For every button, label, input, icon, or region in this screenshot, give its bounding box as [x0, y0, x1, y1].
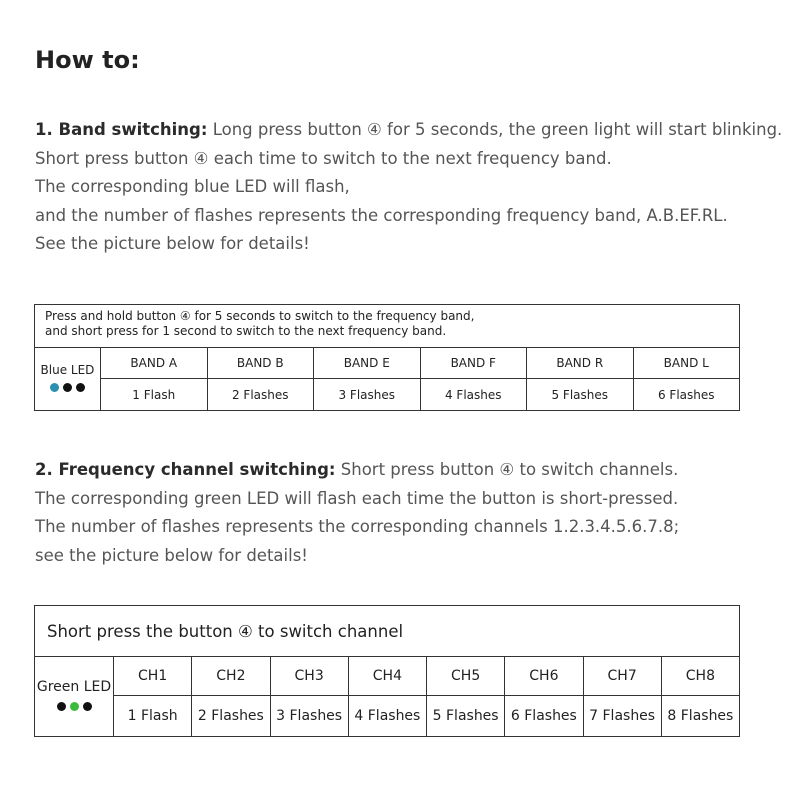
green-led-indicator [35, 699, 113, 715]
channel-cell: CH4 [348, 657, 426, 696]
flash-count-cell: 1 Flash [114, 696, 192, 737]
channel-switching-line-2: The corresponding green LED will flash each time the button is short-pressed. [35, 488, 679, 508]
flash-count-cell: 2 Flashes [192, 696, 270, 737]
flash-count-cell: 6 Flashes [633, 379, 740, 411]
band-table [34, 304, 740, 411]
band-cell: BAND B [207, 348, 314, 379]
led-dot-icon [57, 702, 66, 711]
flash-count-cell: 3 Flashes [270, 696, 348, 737]
channel-cell: CH3 [270, 657, 348, 696]
channel-cell: CH8 [661, 657, 739, 696]
led-dot-icon [50, 383, 59, 392]
flash-count-cell: 5 Flashes [527, 379, 634, 411]
band-switching-instructions [35, 116, 782, 259]
page-title: How to: [35, 46, 140, 74]
blue-led-indicator [35, 381, 100, 395]
blue-led-label: Blue LED [40, 363, 95, 377]
led-dot-icon [83, 702, 92, 711]
channel-switching-line-1: 2. Frequency channel switching: Short press button ④ to switch channels. [35, 460, 679, 479]
channel-switching-instructions [35, 456, 679, 570]
flash-count-cell: 7 Flashes [583, 696, 661, 737]
flash-count-cell: 1 Flash [101, 379, 208, 411]
channel-table-header: Short press the button ④ to switch channel [35, 606, 740, 657]
flash-count-cell: 8 Flashes [661, 696, 739, 737]
led-dot-icon [63, 383, 72, 392]
channel-cell: CH1 [114, 657, 192, 696]
blue-led-cell [35, 348, 101, 411]
band-table-header: Press and hold button ④ for 5 seconds to switch to the frequency band, and short press for 1 second to switch to the next frequency band. [35, 305, 740, 348]
band-switching-line-5: See the picture below for details! [35, 234, 310, 253]
band-switching-line-2: Short press button ④ each time to switch to the next frequency band. [35, 148, 612, 168]
channel-switching-line-4: see the picture below for details! [35, 545, 308, 565]
band-switching-heading: 1. Band switching: [35, 120, 208, 139]
band-cell: BAND R [527, 348, 634, 379]
flash-count-cell: 4 Flashes [348, 696, 426, 737]
flash-count-cell: 2 Flashes [207, 379, 314, 411]
led-dot-icon [70, 702, 79, 711]
band-switching-line-1: 1. Band switching: Long press button ④ for 5 seconds, the green light will start blinking. [35, 120, 783, 139]
channel-cell: CH6 [505, 657, 583, 696]
flash-count-cell: 3 Flashes [314, 379, 421, 411]
channel-cell: CH5 [427, 657, 505, 696]
channel-cell: CH7 [583, 657, 661, 696]
band-cell: BAND A [101, 348, 208, 379]
led-dot-icon [76, 383, 85, 392]
green-led-cell [35, 657, 114, 737]
band-switching-line-4: and the number of flashes represents the corresponding frequency band, A.B.EF.RL. [35, 205, 728, 225]
band-cell: BAND L [633, 348, 740, 379]
band-cell: BAND E [314, 348, 421, 379]
flash-count-cell: 4 Flashes [420, 379, 527, 411]
band-cell: BAND F [420, 348, 527, 379]
channel-switching-line-3: The number of flashes represents the corresponding channels 1.2.3.4.5.6.7.8; [35, 517, 680, 536]
green-led-label: Green LED [36, 678, 112, 695]
channel-cell: CH2 [192, 657, 270, 696]
flash-count-cell: 6 Flashes [505, 696, 583, 737]
flash-count-cell: 5 Flashes [427, 696, 505, 737]
band-switching-line-3: The corresponding blue LED will flash, [35, 177, 350, 196]
channel-table [34, 605, 740, 737]
channel-switching-heading: 2. Frequency channel switching: [35, 460, 336, 479]
